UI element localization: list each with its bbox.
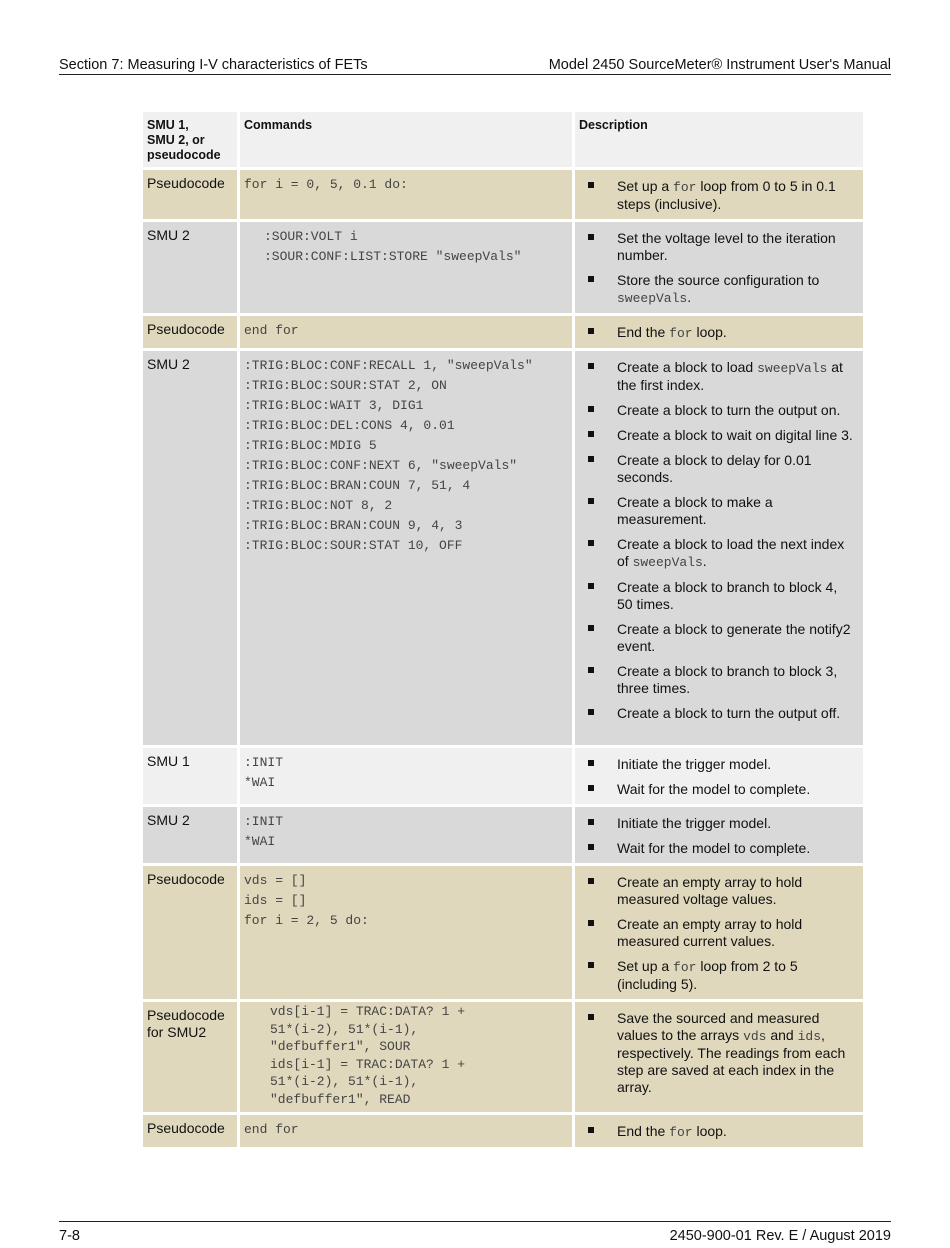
- description-item: [579, 272, 859, 307]
- description-text: loop.: [692, 1123, 727, 1139]
- description-text: Create an empty array to hold measured current values.: [617, 916, 803, 949]
- document-revision: 2450-900-01 Rev. E / August 2019: [669, 1228, 891, 1244]
- section-title: Section 7: Measuring I-V characteristics of FETs: [59, 57, 368, 73]
- command-cell: vds = [] ids = [] for i = 2, 5 do:: [240, 866, 575, 1002]
- description-list: [579, 874, 859, 993]
- description-text: Create a block to make a measurement.: [617, 494, 773, 527]
- table-row: [143, 316, 863, 351]
- description-text: Set up a: [617, 958, 674, 974]
- description-item: [579, 178, 859, 213]
- description-item: [579, 427, 859, 444]
- description-text: Create a block to generate the notify2 event.: [617, 621, 851, 654]
- table-row: [143, 351, 863, 748]
- table-row: [143, 748, 863, 807]
- description-item: [579, 1123, 859, 1141]
- manual-title: Model 2450 SourceMeter® Instrument User's Manual: [548, 57, 891, 73]
- description-item: [579, 1010, 859, 1096]
- description-cell: [575, 1002, 863, 1115]
- smu-cell: SMU 1: [143, 748, 240, 807]
- description-text: loop from 2 to 5 (including 5).: [617, 958, 798, 992]
- description-text: loop from 0 to 5 in 0.1 steps (inclusive).: [617, 178, 836, 212]
- description-text: , respectively. The readings from each step are saved at each index in the array.: [617, 1027, 846, 1095]
- page-footer: [59, 1221, 891, 1244]
- description-cell: [575, 1115, 863, 1150]
- inline-code: sweepVals: [757, 361, 828, 376]
- description-text: Create a block to delay for 0.01 seconds.: [617, 452, 812, 485]
- table-header-row: [143, 112, 863, 170]
- description-text: Wait for the model to complete.: [617, 781, 811, 797]
- header-smu: SMU 1, SMU 2, or pseudocode: [143, 112, 240, 170]
- command-cell: :TRIG:BLOC:CONF:RECALL 1, "sweepVals" :TRIG:BLOC:SOUR:STAT 2, ON :TRIG:BLOC:WAIT 3, DIG1 :TRIG:BLOC:DEL:CONS 4, 0.01 :TRIG:BLOC:MDIG 5 :TRIG:BLOC:CONF:NEXT 6, "sweepVals" :TRIG:BLOC:BRAN:COUN 7, 51, 4 :TRIG:BLOC:NOT 8, 2 :TRIG:BLOC:BRAN:COUN 9, 4, 3 :TRIG:BLOC:SOUR:STAT 10, OFF: [240, 351, 575, 748]
- description-item: [579, 958, 859, 993]
- inline-code: sweepVals: [632, 555, 703, 570]
- inline-code: for: [673, 180, 697, 195]
- inline-code: for: [669, 1125, 693, 1140]
- description-item: [579, 874, 859, 908]
- description-item: [579, 494, 859, 528]
- description-item: [579, 230, 859, 264]
- description-text: Save the sourced and measured values to the arrays: [617, 1010, 820, 1043]
- description-item: [579, 452, 859, 486]
- description-text: Wait for the model to complete.: [617, 840, 811, 856]
- command-cell: :SOUR:VOLT i :SOUR:CONF:LIST:STORE "sweepVals": [240, 222, 575, 316]
- description-item: [579, 756, 859, 773]
- description-text: Set the voltage level to the iteration number.: [617, 230, 836, 263]
- table-row: [143, 866, 863, 1002]
- command-cell: :INIT *WAI: [240, 807, 575, 866]
- description-item: [579, 840, 859, 857]
- smu-cell: Pseudocode: [143, 866, 240, 1002]
- header-description: Description: [575, 112, 863, 170]
- description-text: Initiate the trigger model.: [617, 756, 772, 772]
- description-list: [579, 815, 859, 857]
- command-table: [143, 112, 863, 1150]
- description-list: [579, 230, 859, 307]
- inline-code: sweepVals: [617, 291, 688, 306]
- table-row: [143, 222, 863, 316]
- description-item: [579, 781, 859, 798]
- description-item: [579, 663, 859, 697]
- smu-cell: Pseudocode: [143, 1115, 240, 1150]
- command-cell: :INIT *WAI: [240, 748, 575, 807]
- smu-cell: SMU 2: [143, 222, 240, 316]
- smu-cell: Pseudocode for SMU2: [143, 1002, 240, 1115]
- table-row: [143, 1115, 863, 1150]
- table-row: [143, 170, 863, 222]
- description-cell: [575, 170, 863, 222]
- description-list: [579, 756, 859, 798]
- description-text: End the: [617, 324, 670, 340]
- description-text: Create a block to turn the output off.: [617, 705, 841, 721]
- description-item: [579, 324, 859, 342]
- description-cell: [575, 807, 863, 866]
- command-table-body: [143, 112, 863, 1150]
- description-cell: [575, 351, 863, 748]
- inline-code: for: [669, 326, 693, 341]
- description-cell: [575, 866, 863, 1002]
- description-list: [579, 178, 859, 213]
- description-item: [579, 402, 859, 419]
- description-text: Create an empty array to hold measured voltage values.: [617, 874, 803, 907]
- description-text: at the first index.: [617, 359, 843, 393]
- description-item: [579, 536, 859, 571]
- description-item: [579, 705, 859, 722]
- smu-cell: Pseudocode: [143, 170, 240, 222]
- description-cell: [575, 748, 863, 807]
- description-list: [579, 1123, 859, 1141]
- description-text: .: [702, 553, 707, 569]
- description-text: Set up a: [617, 178, 674, 194]
- inline-code: ids: [797, 1029, 822, 1044]
- command-cell: for i = 0, 5, 0.1 do:: [240, 170, 575, 222]
- command-cell: vds[i-1] = TRAC:DATA? 1 + 51*(i-2), 51*(i-1), "defbuffer1", SOUR ids[i-1] = TRAC:DATA? 1 + 51*(i-2), 51*(i-1), "defbuffer1", READ: [240, 1002, 575, 1115]
- command-cell: end for: [240, 316, 575, 351]
- description-item: [579, 916, 859, 950]
- description-item: [579, 359, 859, 394]
- header-commands: Commands: [240, 112, 575, 170]
- description-text: Create a block to load: [617, 359, 758, 375]
- description-text: Create a block to load the next index of: [617, 536, 845, 569]
- command-cell: end for: [240, 1115, 575, 1150]
- description-item: [579, 579, 859, 613]
- description-text: Create a block to branch to block 3, three times.: [617, 663, 838, 696]
- description-text: End the: [617, 1123, 670, 1139]
- description-text: Create a block to turn the output on.: [617, 402, 841, 418]
- page-number: 7-8: [59, 1228, 80, 1244]
- description-cell: [575, 222, 863, 316]
- description-text: loop.: [692, 324, 727, 340]
- description-text: Create a block to wait on digital line 3.: [617, 427, 853, 443]
- description-text: .: [687, 289, 692, 305]
- table-row: [143, 807, 863, 866]
- description-item: [579, 621, 859, 655]
- description-list: [579, 359, 859, 722]
- description-text: and: [766, 1027, 798, 1043]
- inline-code: vds: [743, 1029, 767, 1044]
- smu-cell: SMU 2: [143, 351, 240, 748]
- smu-cell: Pseudocode: [143, 316, 240, 351]
- description-list: [579, 1010, 859, 1096]
- description-cell: [575, 316, 863, 351]
- description-text: Store the source configuration to: [617, 272, 820, 288]
- page-header: [59, 56, 891, 75]
- description-item: [579, 815, 859, 832]
- description-text: Initiate the trigger model.: [617, 815, 772, 831]
- table-row: [143, 1002, 863, 1115]
- description-text: Create a block to branch to block 4, 50 times.: [617, 579, 838, 612]
- inline-code: for: [673, 960, 697, 975]
- smu-cell: SMU 2: [143, 807, 240, 866]
- description-list: [579, 324, 859, 342]
